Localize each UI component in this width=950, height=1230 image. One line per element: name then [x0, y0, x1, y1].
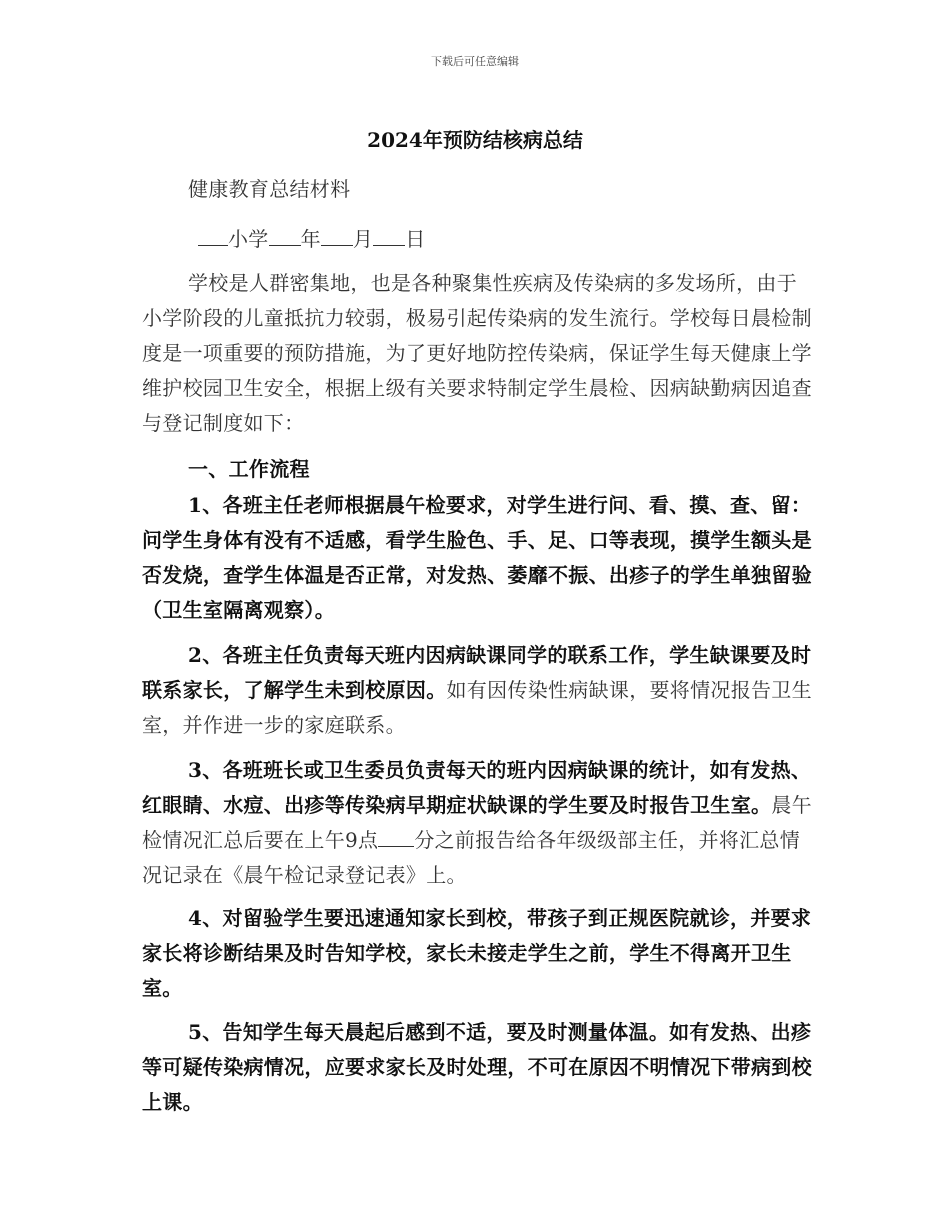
dateline-year: 年	[300, 227, 321, 251]
item-5-bold: 5、告知学生每天晨起后感到不适，要及时测量体温。如有发热、出疹等可疑传染病情况，应要求家长及时处理，不可在原因不明情况下带病到校上课。	[142, 1020, 812, 1114]
dateline-school: 小学	[228, 227, 269, 251]
item-1-bold: 1、各班主任老师根据晨午检要求，对学生进行问、看、摸、查、留：问学生身体有没有不适感，看学生脸色、手、足、口等表现，摸学生额头是否发烧，查学生体温是否正常，对发热、萎靡不振、出疹子的学生单独留验（卫生室隔离观察）。	[142, 493, 812, 622]
subtitle: 健康教育总结材料	[188, 177, 351, 201]
item-2-bold: 2、各班主任负责每天班内因病缺课同学的联系工作，学生缺课要及时联系家长，了解学生未到校原因。	[142, 643, 812, 702]
dateline	[198, 222, 818, 257]
blank-day	[373, 223, 405, 246]
item-2	[142, 638, 814, 743]
item-4	[142, 901, 814, 1006]
item-1	[142, 488, 814, 628]
dateline-month: 月	[352, 227, 374, 251]
item-4-bold: 4、对留验学生要迅速通知家长到校，带孩子到正规医院就诊，并要求家长将诊断结果及时告知学校，家长未接走学生之前，学生不得离开卫生室。	[142, 906, 812, 1000]
item-3-bold: 3、各班班长或卫生委员负责每天的班内因病缺课的统计，如有发热、红眼睛、水痘、出疹等传染病早期症状缺课的学生要及时报告卫生室。	[142, 758, 812, 817]
item-5	[142, 1015, 814, 1120]
blank-year	[269, 223, 301, 246]
blank-school	[198, 223, 228, 246]
blank-month	[321, 223, 353, 246]
section-heading: 一、工作流程	[188, 457, 310, 481]
intro-paragraph: 学校是人群密集地，也是各种聚集性疾病及传染病的多发场所，由于小学阶段的儿童抵抗力较弱，极易引起传染病的发生流行。学校每日晨检制度是一项重要的预防措施，为了更好地防控传染病，保证学生每天健康上学维护校园卫生安全，根据上级有关要求特制定学生晨检、因病缺勤病因追查与登记制度如下：	[142, 271, 812, 435]
item-3-normal-after: 分之前报告给各年级级部主任，并将汇总情况记录在《晨午检记录登记表》上。	[142, 828, 801, 887]
blank-minute	[378, 824, 414, 847]
item-3	[142, 753, 814, 893]
document-title: 2024年预防结核病总结	[367, 128, 583, 152]
header-note: 下载后可任意编辑	[431, 55, 519, 68]
item-2-normal: 如有因传染性病缺课，要将情况报告卫生室，并作进一步的家庭联系。	[142, 678, 812, 737]
dateline-day: 日	[405, 227, 426, 251]
item-3-normal-before: 晨午检情况汇总后要在上午9点	[142, 793, 812, 852]
